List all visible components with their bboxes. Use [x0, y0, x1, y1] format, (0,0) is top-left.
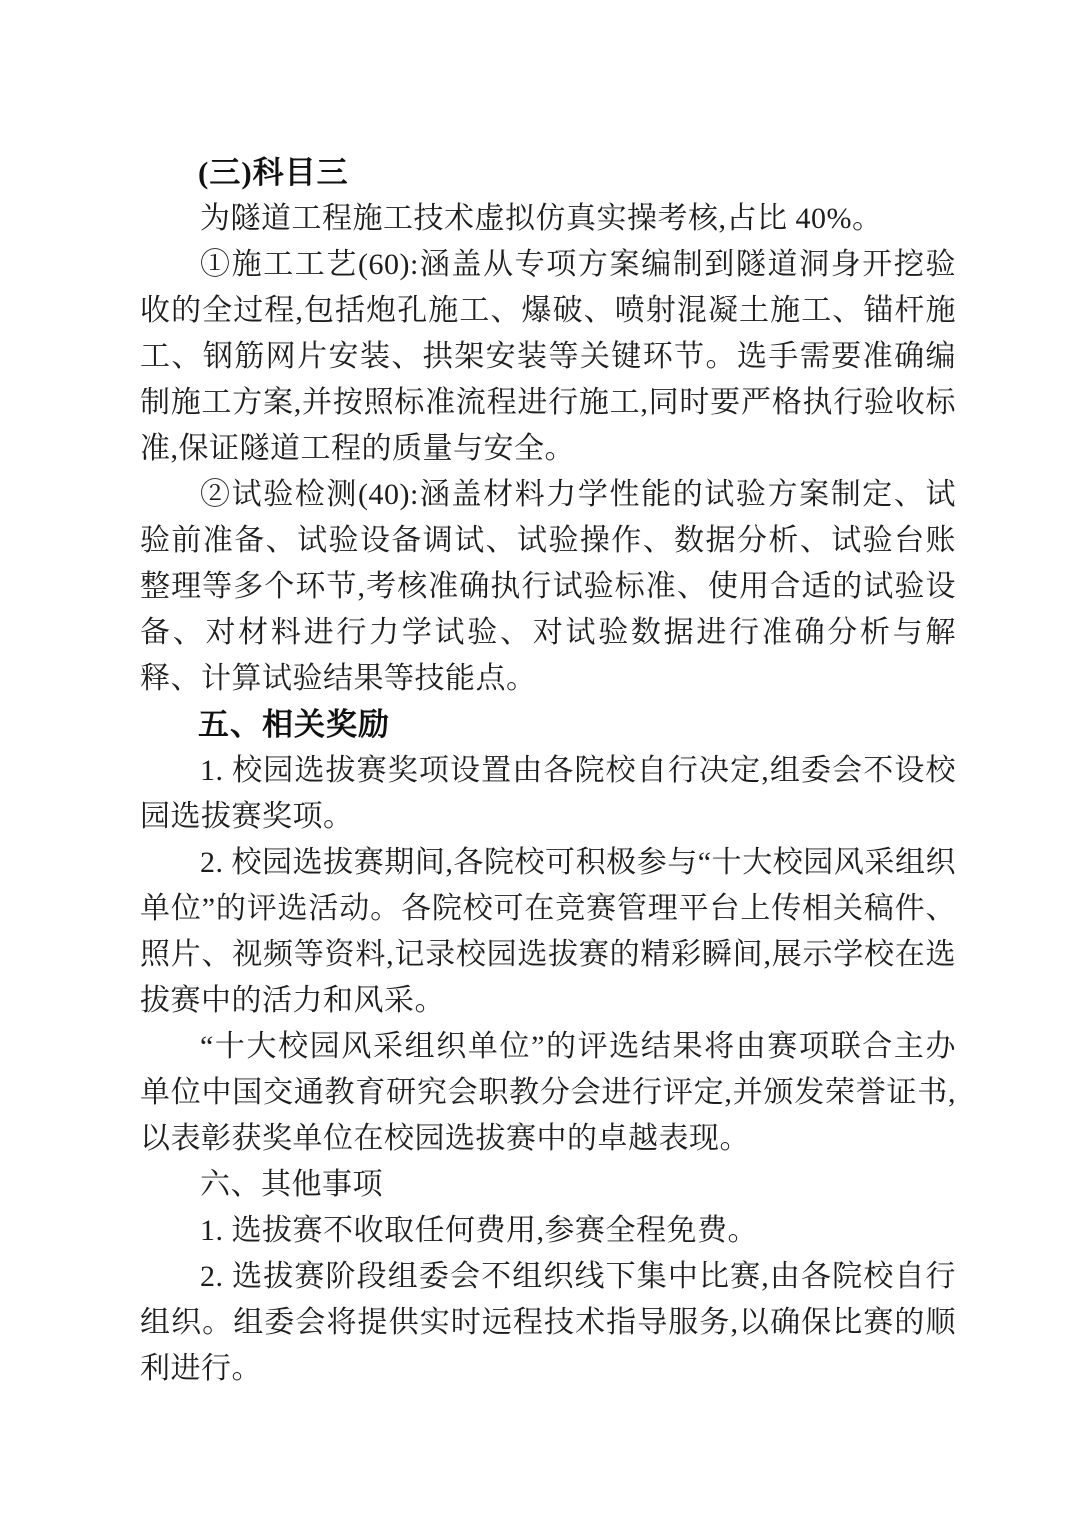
section-heading-subject-three: (三)科目三	[198, 155, 349, 190]
paragraph-subject-three-intro: 为隧道工程施工技术虚拟仿真实操考核,占比 40%。	[200, 202, 883, 235]
document-content	[140, 150, 956, 1392]
paragraph-other-item-1: 1. 选拔赛不收取任何费用,参赛全程免费。	[200, 1214, 758, 1247]
paragraph-test-inspection: ②试验检测(40):涵盖材料力学性能的试验方案制定、试验前准备、试验设备调试、试验操作、数据分析、试验台账整理等多个环节,考核准确执行试验标准、使用合适的试验设备、对材料进行力学试验、对试验数据进行准确分析与解释、计算试验结果等技能点。	[140, 478, 956, 695]
section-heading-related-awards: 五、相关奖励	[198, 707, 390, 742]
paragraph-other-item-2: 2. 选拔赛阶段组委会不组织线下集中比赛,由各院校自行组织。组委会将提供实时远程技术指导服务,以确保比赛的顺利进行。	[140, 1260, 956, 1385]
paragraph-awards-item-2: 2. 校园选拔赛期间,各院校可积极参与“十大校园风采组织单位”的评选活动。各院校可在竞赛管理平台上传相关稿件、照片、视频等资料,记录校园选拔赛的精彩瞬间,展示学校在选拔赛中的活力和风采。	[140, 846, 956, 1017]
section-heading-other-items: 六、其他事项	[200, 1168, 383, 1201]
paragraph-awards-item-1: 1. 校园选拔赛奖项设置由各院校自行决定,组委会不设校园选拔赛奖项。	[140, 754, 956, 833]
paragraph-construction-process: ①施工工艺(60):涵盖从专项方案编制到隧道洞身开挖验收的全过程,包括炮孔施工、爆破、喷射混凝土施工、锚杆施工、钢筋网片安装、拱架安装等关键环节。选手需要准确编制施工方案,并按照标准流程进行施工,同时要严格执行验收标准,保证隧道工程的质量与安全。	[140, 248, 956, 465]
paragraph-awards-item-3: “十大校园风采组织单位”的评选结果将由赛项联合主办单位中国交通教育研究会职教分会进行评定,并颁发荣誉证书,以表彰获奖单位在校园选拔赛中的卓越表现。	[140, 1030, 956, 1155]
